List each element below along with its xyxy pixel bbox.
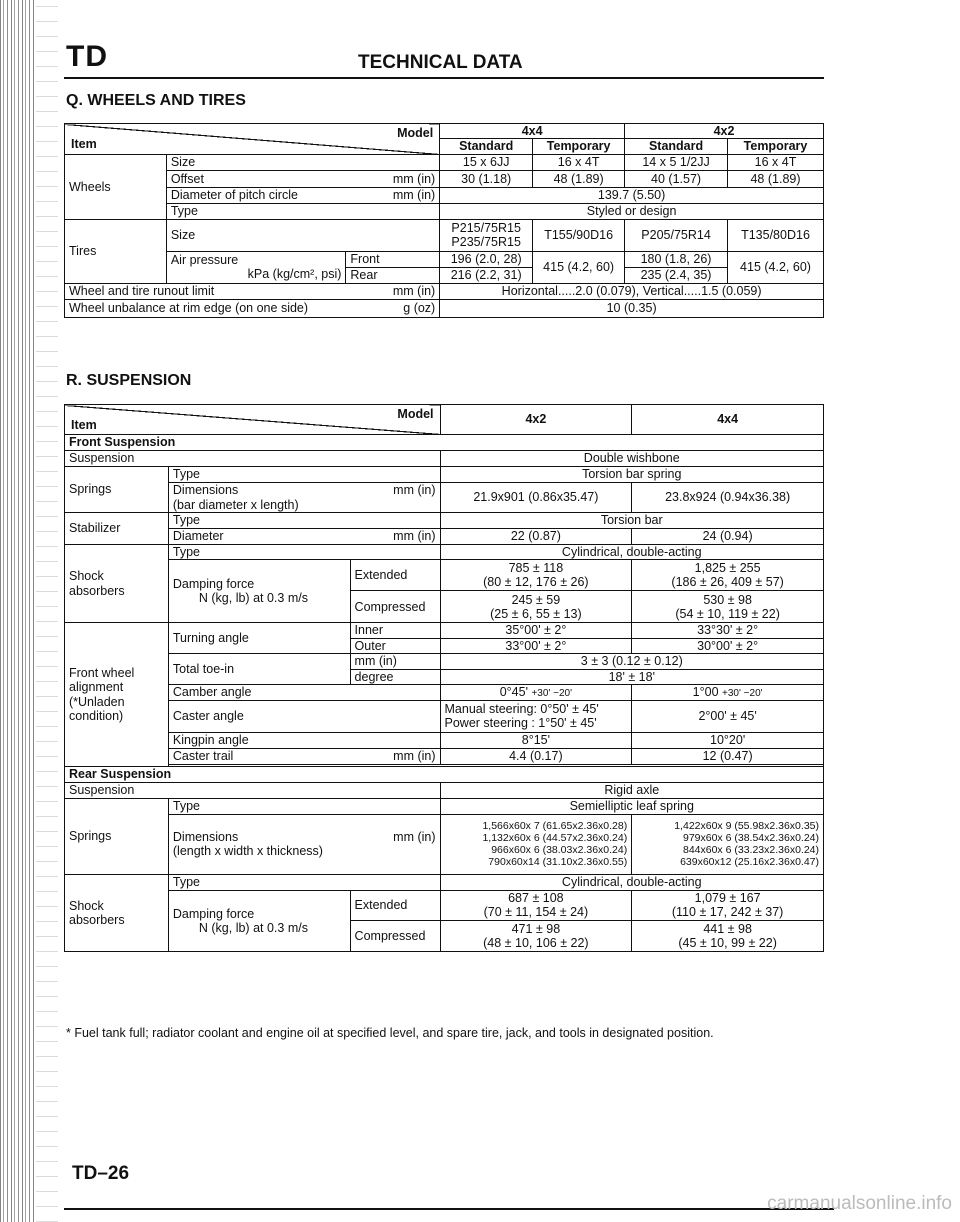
alignment-label: Front wheel alignment (*Unladen condition) bbox=[65, 623, 169, 767]
air-pressure-label: Air pressure kPa (kg/cm², psi) bbox=[166, 251, 346, 283]
cell-value: 441 ± 98 (45 ± 10, 99 ± 22) bbox=[632, 920, 824, 951]
shock-label: Shock absorbers bbox=[65, 545, 169, 623]
cell-value: T135/80D16 bbox=[728, 219, 824, 251]
cell-value: 23.8x924 (0.94x36.38) bbox=[632, 483, 824, 513]
cell-value: 15 x 6JJ bbox=[440, 154, 533, 170]
cell-value: 3 ± 3 (0.12 ± 0.12) bbox=[440, 654, 823, 669]
wheels-corner-cell bbox=[65, 124, 440, 155]
cell-value: 216 (2.2, 31) bbox=[440, 267, 533, 283]
cell-value: Horizontal.....2.0 (0.079), Vertical.....1.5 (0.059) bbox=[440, 283, 824, 299]
cell-value: 40 (1.57) bbox=[625, 170, 728, 187]
cell-value: 24 (0.94) bbox=[632, 529, 824, 545]
header-rule bbox=[64, 77, 824, 79]
stabilizer-label: Stabilizer bbox=[65, 513, 169, 545]
cell-value: Styled or design bbox=[440, 203, 824, 219]
shock-label: Shock absorbers bbox=[65, 874, 169, 951]
extended-label: Extended bbox=[350, 890, 440, 920]
cell-value: 245 ± 59 (25 ± 6, 55 ± 13) bbox=[440, 591, 632, 623]
col-4x2: 4x2 bbox=[440, 405, 632, 435]
cell-value: Manual steering: 0°50' ± 45' Power steering : 1°50' ± 45' bbox=[440, 700, 632, 732]
cell-value: 180 (1.8, 26) bbox=[625, 251, 728, 267]
cell-value: Cylindrical, double-acting bbox=[440, 545, 823, 560]
turning-angle-label: Turning angle bbox=[168, 623, 350, 654]
suspension-section-title: R. SUSPENSION bbox=[66, 372, 192, 389]
col-temporary: Temporary bbox=[728, 139, 824, 154]
type-label: Type bbox=[168, 874, 440, 890]
cell-value: 1,825 ± 255 (186 ± 26, 409 ± 57) bbox=[632, 560, 824, 591]
cell-value: 1°00 +30' −20' bbox=[632, 684, 824, 700]
rear-suspension-title: Rear Suspension bbox=[65, 766, 824, 782]
footer-rule bbox=[64, 1208, 834, 1210]
front-label: Front bbox=[346, 251, 440, 267]
kingpin-label: Kingpin angle bbox=[168, 732, 440, 748]
cell-value: Rigid axle bbox=[440, 782, 823, 798]
col-4x4: 4x4 bbox=[632, 405, 824, 435]
cell-value: 1,079 ± 167 (110 ± 17, 242 ± 37) bbox=[632, 890, 824, 920]
cell-value: 10 (0.35) bbox=[440, 299, 824, 317]
type-label: Type bbox=[168, 545, 440, 560]
pitch-label: Diameter of pitch circle mm (in) bbox=[166, 187, 439, 203]
toe-unit-mm: mm (in) bbox=[350, 654, 440, 669]
tire-size-label: Size bbox=[166, 219, 439, 251]
cell-value: 33°00' ± 2° bbox=[440, 638, 632, 653]
cell-value: 35°00' ± 2° bbox=[440, 623, 632, 638]
cell-value: Cylindrical, double-acting bbox=[440, 874, 823, 890]
caster-label: Caster angle bbox=[168, 700, 440, 732]
cell-value: 139.7 (5.50) bbox=[440, 187, 824, 203]
toe-unit-degree: degree bbox=[350, 669, 440, 684]
footnote: * Fuel tank full; radiator coolant and engine oil at specified level, and spare tire, jack, and tools in designated position. bbox=[66, 1026, 714, 1040]
cell-value: 18' ± 18' bbox=[440, 669, 823, 684]
cell-value: 785 ± 118 (80 ± 12, 176 ± 26) bbox=[440, 560, 632, 591]
scan-binding-shadow bbox=[36, 0, 58, 1222]
cell-value: 415 (4.2, 60) bbox=[728, 251, 824, 283]
inner-label: Inner bbox=[350, 623, 440, 638]
col-standard: Standard bbox=[440, 139, 533, 154]
caster-trail-label: Caster trail mm (in) bbox=[168, 748, 440, 764]
cell-value: Torsion bar bbox=[440, 513, 823, 529]
cell-value: T155/90D16 bbox=[533, 219, 625, 251]
suspension-table bbox=[64, 404, 824, 952]
cell-value: Semielliptic leaf spring bbox=[440, 798, 823, 814]
size-label: Size bbox=[166, 154, 439, 170]
damping-label: Damping force N (kg, lb) at 0.3 m/s bbox=[168, 560, 350, 623]
cell-value: 22 (0.87) bbox=[440, 529, 632, 545]
corner-model: Model bbox=[397, 407, 434, 421]
compressed-label: Compressed bbox=[350, 591, 440, 623]
tires-label: Tires bbox=[65, 219, 167, 283]
springs-label: Springs bbox=[65, 467, 169, 513]
cell-value: P215/75R15 P235/75R15 bbox=[440, 219, 533, 251]
corner-item: Item bbox=[71, 137, 97, 152]
cell-value: Torsion bar spring bbox=[440, 467, 823, 483]
cell-value: 530 ± 98 (54 ± 10, 119 ± 22) bbox=[632, 591, 824, 623]
dimensions-label: Dimensions mm (in) (length x width x thickness) bbox=[168, 814, 440, 874]
watermark: carmanualsonline.info bbox=[767, 1193, 952, 1214]
cell-value: 1,566x60x 7 (61.65x2.36x0.28) 1,132x60x 6 (44.57x2.36x0.24) 966x60x 6 (38.03x2.36x0.24) 790x60x14 (31.10x2.36x0.55) bbox=[440, 814, 632, 874]
page-number: TD–26 bbox=[72, 1163, 130, 1184]
dimensions-label: Dimensions mm (in) (bar diameter x length) bbox=[168, 483, 440, 513]
suspension-label: Suspension bbox=[65, 451, 441, 467]
scan-binding-edge bbox=[0, 0, 34, 1222]
cell-value: 4.4 (0.17) bbox=[440, 748, 632, 764]
cell-value: 8°15' bbox=[440, 732, 632, 748]
susp-corner-cell bbox=[65, 405, 441, 435]
cell-value: 33°30' ± 2° bbox=[632, 623, 824, 638]
toe-in-label: Total toe-in bbox=[168, 654, 350, 685]
diameter-label: Diameter mm (in) bbox=[168, 529, 440, 545]
cell-value: 30°00' ± 2° bbox=[632, 638, 824, 653]
wheels-label: Wheels bbox=[65, 154, 167, 219]
offset-label: Offset mm (in) bbox=[166, 170, 439, 187]
section-code: TD bbox=[66, 40, 108, 73]
type-label: Type bbox=[168, 467, 440, 483]
col-4x2: 4x2 bbox=[625, 124, 824, 139]
suspension-label: Suspension bbox=[65, 782, 441, 798]
cell-value: 1,422x60x 9 (55.98x2.36x0.35) 979x60x 6 (38.54x2.36x0.24) 844x60x 6 (33.23x2.36x0.24) 639x60x12 (25.16x2.36x0.47) bbox=[632, 814, 824, 874]
cell-value: Double wishbone bbox=[440, 451, 823, 467]
cell-value: 10°20' bbox=[632, 732, 824, 748]
outer-label: Outer bbox=[350, 638, 440, 653]
cell-value: 16 x 4T bbox=[728, 154, 824, 170]
damping-label: Damping force N (kg, lb) at 0.3 m/s bbox=[168, 890, 350, 951]
cell-value: 30 (1.18) bbox=[440, 170, 533, 187]
cell-value: 415 (4.2, 60) bbox=[533, 251, 625, 283]
cell-value: 2°00' ± 45' bbox=[632, 700, 824, 732]
front-suspension-title: Front Suspension bbox=[65, 435, 824, 451]
extended-label: Extended bbox=[350, 560, 440, 591]
cell-value: 16 x 4T bbox=[533, 154, 625, 170]
corner-model: Model bbox=[397, 126, 434, 140]
cell-value: P205/75R14 bbox=[625, 219, 728, 251]
cell-value: 235 (2.4, 35) bbox=[625, 267, 728, 283]
runout-label: Wheel and tire runout limit mm (in) bbox=[65, 283, 440, 299]
cell-value: 21.9x901 (0.86x35.47) bbox=[440, 483, 632, 513]
type-label: Type bbox=[166, 203, 439, 219]
col-4x4: 4x4 bbox=[440, 124, 625, 139]
camber-label: Camber angle bbox=[168, 684, 440, 700]
wheels-tires-table bbox=[64, 123, 824, 318]
cell-value: 48 (1.89) bbox=[533, 170, 625, 187]
compressed-label: Compressed bbox=[350, 920, 440, 951]
corner-item: Item bbox=[71, 417, 97, 432]
cell-value: 196 (2.0, 28) bbox=[440, 251, 533, 267]
cell-value: 687 ± 108 (70 ± 11, 154 ± 24) bbox=[440, 890, 632, 920]
cell-value: 48 (1.89) bbox=[728, 170, 824, 187]
cell-value: 14 x 5 1/2JJ bbox=[625, 154, 728, 170]
type-label: Type bbox=[168, 798, 440, 814]
cell-value: 471 ± 98 (48 ± 10, 106 ± 22) bbox=[440, 920, 632, 951]
col-temporary: Temporary bbox=[533, 139, 625, 154]
page-title: TECHNICAL DATA bbox=[358, 52, 523, 73]
unbalance-label: Wheel unbalance at rim edge (on one side) g (oz) bbox=[65, 299, 440, 317]
col-standard: Standard bbox=[625, 139, 728, 154]
type-label: Type bbox=[168, 513, 440, 529]
wheels-section-title: Q. WHEELS AND TIRES bbox=[66, 92, 246, 109]
cell-value: 12 (0.47) bbox=[632, 748, 824, 764]
cell-value: 0°45' +30' −20' bbox=[440, 684, 632, 700]
rear-label: Rear bbox=[346, 267, 440, 283]
springs-label: Springs bbox=[65, 798, 169, 874]
